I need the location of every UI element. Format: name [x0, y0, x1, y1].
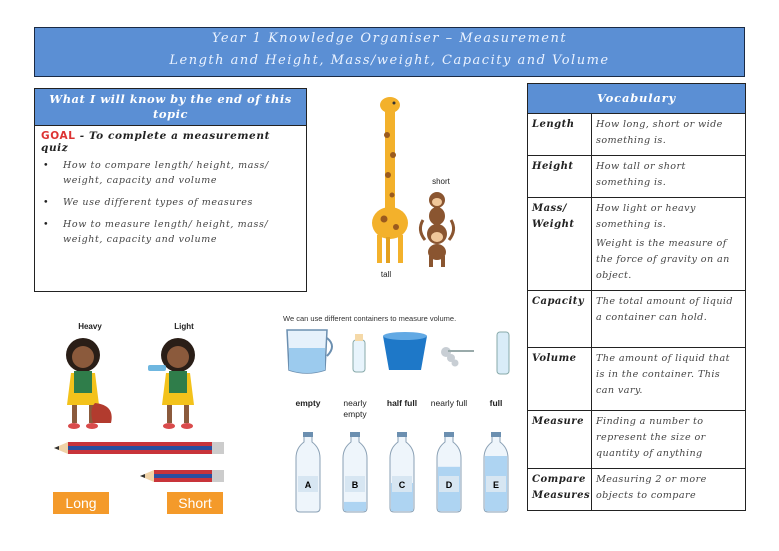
bottle-label: nearly empty: [343, 398, 367, 419]
bottle-icon: [293, 432, 323, 514]
pencils-illustration: [52, 440, 227, 485]
learning-goals-panel: [34, 88, 307, 292]
vocabulary-definition: [592, 114, 745, 155]
girl-heavy-bag-illustration: [45, 333, 120, 433]
bottle-letter: A: [304, 480, 312, 490]
definition-text: The amount of liquid that is in the container. This can vary.: [596, 353, 730, 396]
containers-illustration: [283, 326, 518, 378]
vocabulary-term: Compare Measures: [528, 469, 592, 510]
giraffe-body: [372, 207, 408, 239]
bottle-icon: [481, 432, 511, 514]
bottle-label: empty: [295, 398, 321, 408]
definition-text: How light or heavy something is.: [596, 203, 696, 230]
vocabulary-definition: [592, 198, 745, 290]
light-label: Light: [174, 322, 194, 331]
bottle-letter: E: [492, 480, 500, 490]
definition-text: How tall or short something is.: [596, 161, 686, 188]
vocabulary-term: Volume: [528, 348, 592, 410]
heavy-label: Heavy: [78, 322, 102, 331]
definition-text: Measuring 2 or more objects to compare: [596, 474, 707, 501]
heavy-bag-icon: [91, 403, 111, 423]
vocabulary-term: Capacity: [528, 291, 592, 347]
bottle-label: half full: [386, 398, 418, 408]
title-line-2: Length and Height, Mass/weight, Capacity and Volume: [169, 53, 610, 68]
learning-goal-item: • How to compare length/ height, mass/ weight, capacity and volume: [43, 158, 298, 188]
bottle-a: [286, 398, 330, 518]
goal-text: - To complete a measurement quiz: [41, 130, 271, 154]
learning-goals-heading: What I will know by the end of this topic: [35, 89, 306, 126]
vocabulary-definition: [592, 469, 745, 510]
light-bottle-icon: [148, 365, 166, 371]
vocabulary-row: [528, 198, 745, 291]
vocabulary-definition: [592, 291, 745, 347]
title-line-1: Year 1 Knowledge Organiser – Measurement: [211, 31, 568, 46]
vocabulary-heading: Vocabulary: [528, 84, 745, 114]
vocabulary-term: Length: [528, 114, 592, 155]
definition-text: The total amount of liquid a container can hold.: [596, 296, 733, 323]
vocabulary-term: Mass/ Weight: [528, 198, 592, 290]
bottle-letter: D: [445, 480, 453, 490]
bottle-b: [333, 398, 377, 518]
learning-goal-item: • How to measure length/ height, mass/ weight, capacity and volume: [43, 217, 298, 247]
goal-line: [35, 126, 306, 158]
goal-badge: GOAL: [41, 130, 76, 142]
vocabulary-term: Measure: [528, 411, 592, 468]
vocabulary-definition: [592, 156, 745, 197]
vocabulary-table: [527, 83, 746, 511]
bottle-fill-row: [286, 398, 521, 518]
vocabulary-row: [528, 114, 745, 156]
vocabulary-row: [528, 411, 745, 469]
tall-label: tall: [380, 270, 392, 279]
giraffe-illustration: [360, 95, 420, 270]
volume-caption: We can use different containers to measure volume.: [283, 314, 457, 323]
short-length-label: Short: [167, 492, 223, 514]
bottle-c: [380, 398, 424, 518]
short-height-label: short: [432, 177, 450, 186]
bottle-letter: C: [398, 480, 406, 490]
vocabulary-row: [528, 348, 745, 411]
title-banner: [34, 27, 745, 77]
bucket-icon: [383, 336, 427, 370]
girl-light-bottle-illustration: [140, 333, 215, 433]
vocabulary-term: Height: [528, 156, 592, 197]
definition-text: Weight is the measure of the force of gravity on an object.: [596, 238, 730, 281]
bottle-label: full: [489, 398, 503, 408]
bottle-icon: [387, 432, 417, 514]
vocabulary-row: [528, 156, 745, 198]
vocabulary-rows: [528, 114, 745, 510]
bottle-label: nearly full: [430, 398, 468, 408]
bottle-icon: [340, 432, 370, 514]
learning-goals-list: [35, 158, 306, 247]
monkeys-illustration: [415, 190, 460, 268]
definition-text: Finding a number to represent the size or quantity of anything: [596, 416, 706, 459]
vocabulary-row: [528, 469, 745, 510]
water-level: [344, 502, 366, 511]
vocabulary-definition: [592, 348, 745, 410]
bottle-letter: B: [351, 480, 359, 490]
water-bottle-icon: [497, 332, 509, 374]
bottle-icon: [434, 432, 464, 514]
baby-bottle-icon: [353, 340, 365, 372]
vocabulary-row: [528, 291, 745, 348]
learning-goal-item: • We use different types of measures: [43, 195, 298, 210]
definition-text: How long, short or wide something is.: [596, 119, 723, 146]
vocabulary-definition: [592, 411, 745, 468]
bottle-e: [474, 398, 518, 518]
long-label: Long: [53, 492, 109, 514]
bottle-d: [427, 398, 471, 518]
